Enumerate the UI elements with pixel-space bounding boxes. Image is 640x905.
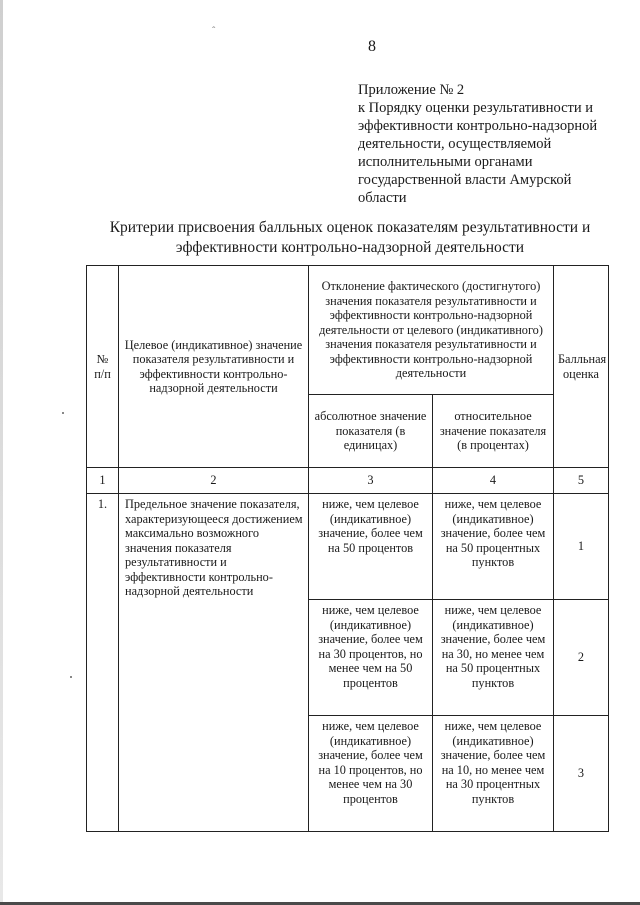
cell-score: 2: [554, 600, 609, 716]
column-number: 3: [309, 468, 433, 494]
document-title: [60, 218, 640, 258]
header-target: Целевое (индикативное) значение показателя результативности и эффективности контрольно-надзорной деятельности: [119, 266, 309, 468]
header-score: Балльная оценка: [554, 266, 609, 468]
cell-score: 3: [554, 716, 609, 832]
cell-relative: ниже, чем целевое (индикативное) значение, более чем на 50 процентных пунктов: [433, 494, 554, 600]
appendix-line: деятельности, осуществляемой: [358, 136, 552, 152]
title-line: Критерии присвоения балльных оценок показателям результативности и: [109, 219, 591, 236]
cell-absolute: ниже, чем целевое (индикативное) значение, более чем на 50 процентов: [309, 494, 433, 600]
scan-speck: [62, 412, 64, 414]
row-target: Предельное значение показателя, характеризующееся достижением максимально возможного значения показателя результативности и эффективности контрольно-надзорной деятельности: [119, 494, 309, 832]
cell-relative: ниже, чем целевое (индикативное) значение, более чем на 30, но менее чем на 50 процентных пунктов: [433, 600, 554, 716]
header-deviation: Отклонение фактического (достигнутого) значения показателя результативности и эффективности контрольно-надзорной деятельности от целевого (индикативного) значения показателя результативности и эффективности контрольно-надзорной деятельности: [309, 266, 554, 395]
appendix-line: исполнительными органами: [358, 154, 533, 170]
title-line: эффективности контрольно-надзорной деятельности: [175, 239, 525, 256]
scan-edge: [0, 0, 3, 905]
column-number: 1: [87, 468, 119, 494]
row-number: 1.: [87, 494, 119, 832]
header-num: № п/п: [87, 266, 119, 468]
appendix-line: области: [358, 190, 407, 206]
cell-absolute: ниже, чем целевое (индикативное) значение, более чем на 30 процентов, но менее чем на 50 процентов: [309, 600, 433, 716]
appendix-line: Приложение № 2: [358, 82, 465, 98]
appendix-line: государственной власти Амурской: [358, 172, 572, 188]
header-relative: относительное значение показателя (в процентах): [433, 395, 554, 468]
column-number: 2: [119, 468, 309, 494]
page-number: 8: [368, 38, 376, 55]
cell-absolute: ниже, чем целевое (индикативное) значение, более чем на 10 процентов, но менее чем на 30 процентов: [309, 716, 433, 832]
criteria-table: [86, 265, 609, 832]
cell-relative: ниже, чем целевое (индикативное) значение, более чем на 10, но менее чем на 30 процентных пунктов: [433, 716, 554, 832]
header-absolute: абсолютное значение показателя (в единицах): [309, 395, 433, 468]
scan-mark: ˆ: [212, 26, 216, 37]
column-number: 5: [554, 468, 609, 494]
appendix-line: эффективности контрольно-надзорной: [358, 118, 598, 134]
column-number: 4: [433, 468, 554, 494]
scan-speck: [70, 676, 72, 678]
cell-score: 1: [554, 494, 609, 600]
appendix-block: [358, 81, 620, 207]
appendix-line: к Порядку оценки результативности и: [358, 100, 594, 116]
